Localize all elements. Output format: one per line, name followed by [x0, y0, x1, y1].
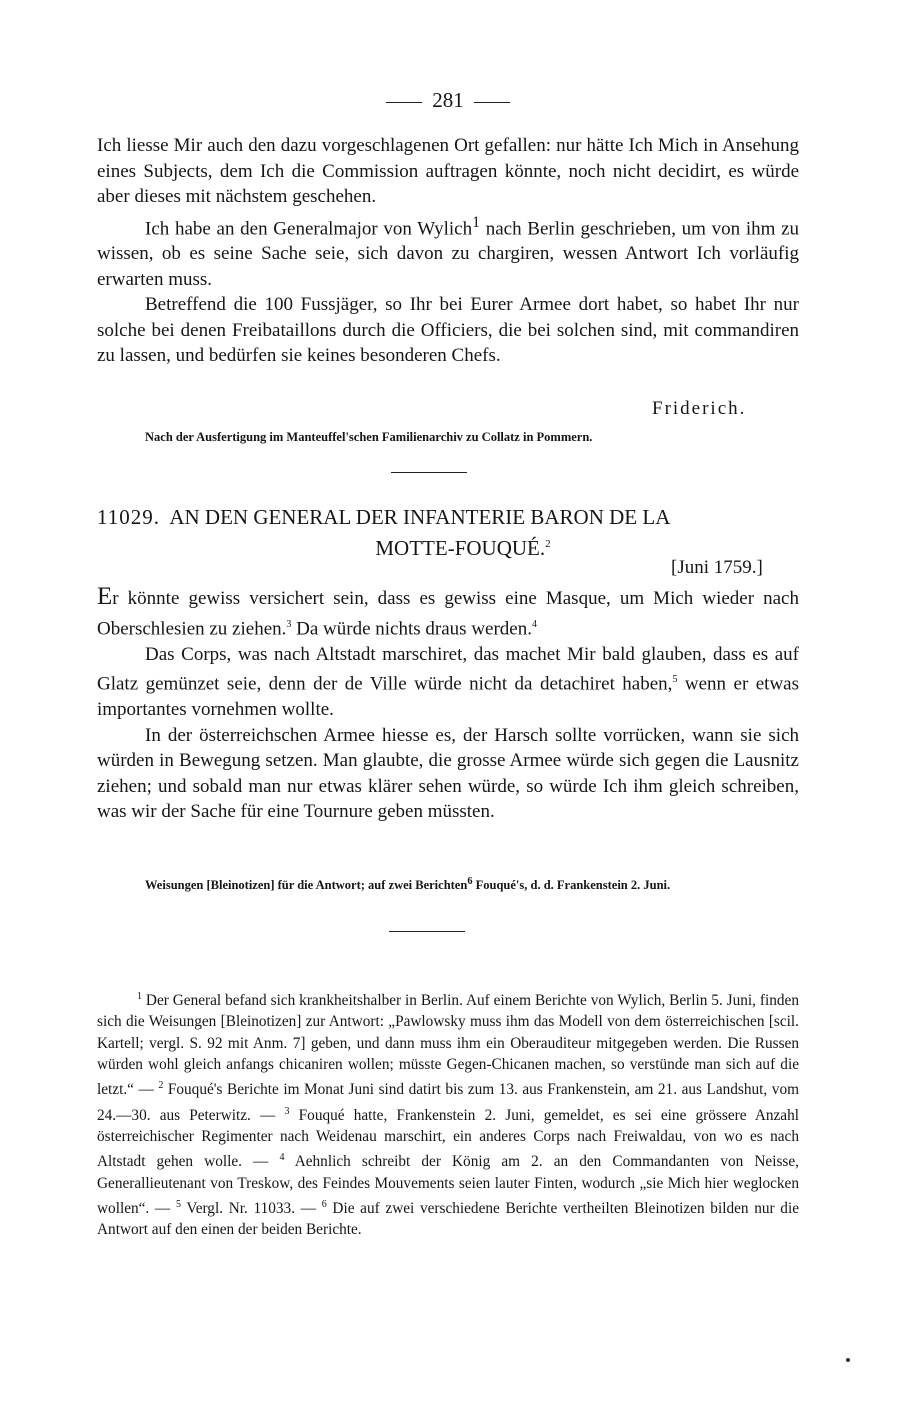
footnotes	[97, 986, 799, 1241]
section-divider	[389, 931, 465, 932]
footnote-ref: 1	[472, 213, 480, 231]
footnote-block	[97, 986, 799, 1241]
footnote-ref: 2	[545, 538, 551, 550]
footnote-mark: 1	[137, 991, 142, 1002]
paragraph: Er könnte gewiss versichert sein, dass es gewiss eine Masque, um Mich wieder nach Oberschlesien zu ziehen.$^3$ Da würde nichts draus werden.$^4$	[97, 583, 799, 639]
paragraph: Das Corps, was nach Altstadt marschiret, das machet Mir bald glauben, dass es auf Glatz gemünzet seie, denn der de Ville würde nicht da detachiret haben,$^5$ wenn er etwas importantes vornehmen wollte.	[97, 643, 799, 721]
scan-speck	[846, 1358, 850, 1362]
page-number-dash-left	[386, 102, 422, 103]
source-note: Nach der Ausfertigung im Manteuffel'schen Familienarchiv zu Collatz in Pommern.	[145, 430, 593, 444]
footnote-ref: 3	[286, 618, 292, 630]
footnote-mark: 3	[284, 1105, 290, 1117]
footnote-mark: 6	[321, 1199, 327, 1211]
source-note: Weisungen [Bleinotizen] für die Antwort; auf zwei Berichten$^6$ Fouqué's, d. d. Frankenstein 2. Juni.	[145, 876, 671, 893]
footnote-mark: 5	[175, 1199, 181, 1211]
footnote-ref: 4	[531, 618, 537, 630]
letter-continuation	[97, 133, 799, 369]
page-number-dash-right	[474, 102, 510, 103]
signature: Friderich.	[652, 398, 747, 419]
page-number-value: 281	[432, 88, 464, 112]
footnote-text: Die auf zwei verschiedene Berichte vertheilten Bleinotizen bilden nur die Antwort auf den einen der beiden Berichte.	[97, 1200, 799, 1239]
heading-line: MOTTE-FOUQUÉ.	[375, 536, 546, 560]
letter-body	[97, 584, 799, 825]
initial-letter: E	[97, 583, 113, 610]
footnote-ref: 6	[467, 876, 473, 887]
paragraph: Betreffend die 100 Fussjäger, so Ihr bei Eurer Armee dort habet, so habet Ihr nur solche bei denen Freibataillons durch die Officiers, die bei solchen sind, mit commandiren zu lassen, und bedürfen sie keines besonderen Chefs.	[97, 294, 799, 367]
footnote-ref: 5	[672, 674, 678, 686]
footnote-text: Aehnlich schreibt der König am 2. an den Commandanten von Neisse, Generallieutenant von Treskow, des Feindes Mouvements seien lauter Finten, wodurch „sie Mich hier weglocken wollen“. —	[97, 1153, 799, 1218]
letter-date: [Juni 1759.]	[671, 557, 763, 578]
heading-line: AN DEN GENERAL DER INFANTERIE BARON DE LA	[169, 505, 671, 529]
letter-number: 11029.	[97, 505, 160, 529]
letter-heading	[97, 504, 799, 562]
footnote-mark: 4	[279, 1152, 285, 1164]
footnote-text: Fouqué's Berichte im Monat Juni sind datirt bis zum 13. aus Frankenstein, am 21. aus Landshut, vom 24.—30. aus Peterwitz. —	[97, 1081, 799, 1124]
document-page	[97, 0, 799, 1404]
page-number	[97, 88, 799, 113]
section-divider	[391, 472, 467, 473]
paragraph: Ich liesse Mir auch den dazu vorgeschlagenen Ort gefallen: nur hätte Ich Mich in Ansehung eines Subjects, dem Ich die Commission auftragen könnte, noch nicht decidirt, es würde aber dieses mit nächstem geschehen.	[97, 135, 799, 207]
paragraph: Ich habe an den Generalmajor von Wylich$^1$ nach Berlin geschrieben, um von ihm zu wissen, ob es seine Sache seie, sich davon zu chargiren, wessen Antwort Ich vorläufig erwarten muss.	[97, 213, 800, 290]
footnote-mark: 2	[158, 1080, 164, 1092]
footnote-text: Der General befand sich krankheitshalber in Berlin. Auf einem Berichte von Wylich, Berlin 5. Juni, finden sich die Weisungen [Bleinotizen] zur Antwort: „Pawlowsky muss ihm das Modell von dem österreichischen [scil. Kartell; vergl. S. 92 mit Anm. 7] geben, und dann muss ihm ein Oberauditeur mitgegeben werden. Die Russen würden wohl gleich anfangs chicaniren wollen; müsste Gegen-Chicanen machen, so verstünde man sich auf die letzt.“ —	[97, 992, 799, 1099]
paragraph: In der österreichschen Armee hiesse es, der Harsch sollte vorrücken, wann sie sich würden in Bewegung setzen. Man glaubte, die grosse Armee würde sich gegen die Lausnitz ziehen; und sobald man nur etwas klärer sehen würde, so würde Ich ihm gleich schreiben, was wir der Sache für eine Tournure geben müssten.	[97, 724, 799, 823]
footnote-text: Fouqué hatte, Frankenstein 2. Juni, gemeldet, es sei eine grössere Anzahl österreichischer Regimenter nach Weidenau marschirt, ein anderes Corps nach Freiwaldau, von wo es nach Altstadt gehen wolle. —	[97, 1106, 799, 1171]
footnote-text: Vergl. Nr. 11033. —	[180, 1200, 317, 1218]
